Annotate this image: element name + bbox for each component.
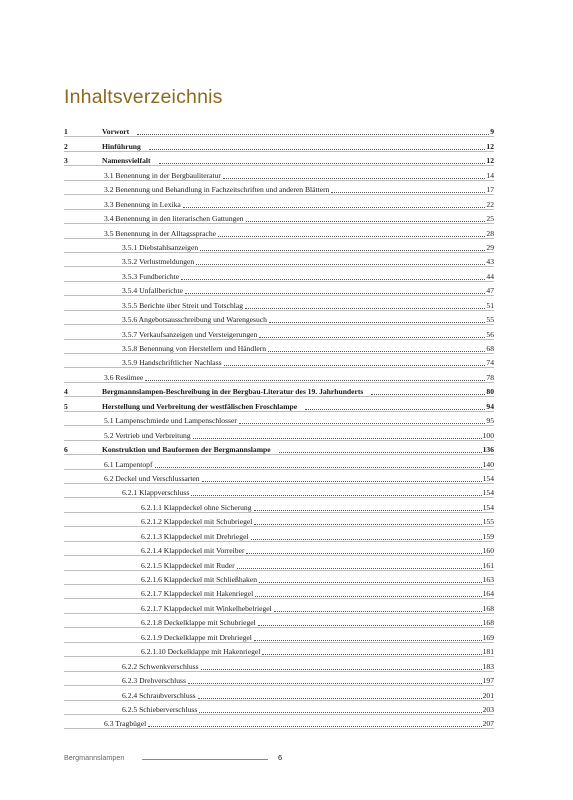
toc-entry xyxy=(64,383,494,397)
toc-page-number: 43 xyxy=(486,257,494,267)
toc-entry xyxy=(64,239,494,253)
toc-entry xyxy=(64,599,494,613)
toc-leader-dots xyxy=(199,704,481,713)
toc-leader-dots xyxy=(331,184,485,193)
toc-leader-dots xyxy=(196,256,485,265)
toc-chapter-number: 5 xyxy=(64,401,68,411)
toc-entry xyxy=(64,426,494,440)
toc-page-number: 22 xyxy=(486,199,494,209)
toc-entry-label: 6.2.1.5 Klappdeckel mit Ruder xyxy=(141,560,235,570)
toc-chapter-number: 6 xyxy=(64,445,68,455)
toc-entry xyxy=(64,181,494,195)
toc-entry xyxy=(64,397,494,411)
toc-leader-dots xyxy=(371,386,485,395)
table-of-contents xyxy=(64,123,494,729)
toc-leader-dots xyxy=(198,690,482,699)
toc-entry-label: 6.2.1.8 Deckelklappe mit Schubriegel xyxy=(141,618,256,628)
toc-leader-dots xyxy=(251,531,482,540)
toc-leader-dots xyxy=(148,718,481,727)
toc-leader-dots xyxy=(279,444,482,453)
toc-entry xyxy=(64,253,494,267)
toc-entry-label: 6.2.4 Schraubverschluss xyxy=(122,690,196,700)
toc-entry-label: 3.5.8 Benennung von Herstellern und Händlern xyxy=(122,344,267,353)
footer-rule xyxy=(142,759,268,760)
toc-entry-label: Vorwort xyxy=(102,127,130,137)
toc-page-number: 56 xyxy=(486,329,494,339)
toc-page-number: 44 xyxy=(486,271,494,281)
toc-page-number: 25 xyxy=(486,214,494,224)
toc-entry-label: 6.2.1.2 Klappdeckel mit Schubriegel xyxy=(141,517,253,527)
toc-leader-dots xyxy=(185,285,485,294)
toc-entry-label: 6.2.3 Drehverschluss xyxy=(122,676,186,686)
toc-entry-label: 6.1 Lampentopf xyxy=(104,459,153,469)
toc-entry xyxy=(64,325,494,339)
toc-entry-label: Herstellung und Verbreitung der westfälischen Froschlampe xyxy=(102,401,298,411)
toc-page-number: 155 xyxy=(482,517,494,527)
toc-entry xyxy=(64,123,494,137)
toc-entry xyxy=(64,210,494,224)
toc-page-number: 74 xyxy=(486,358,494,368)
toc-chapter-number: 1 xyxy=(64,127,68,137)
toc-entry xyxy=(64,441,494,455)
toc-entry xyxy=(64,470,494,484)
toc-entry xyxy=(64,657,494,671)
toc-page-number: 154 xyxy=(482,502,494,512)
toc-entry-label: 6.2.1 Klappverschluss xyxy=(122,488,190,498)
toc-leader-dots xyxy=(274,603,482,612)
toc-chapter-number: 3 xyxy=(64,156,68,166)
toc-entry-label: 5.1 Lampenschmiede und Lampenschlosser xyxy=(104,416,237,426)
toc-leader-dots xyxy=(137,126,489,135)
toc-leader-dots xyxy=(188,675,482,684)
toc-page-number: 161 xyxy=(482,560,494,570)
toc-leader-dots xyxy=(305,401,485,410)
toc-page-number: 163 xyxy=(482,575,494,584)
toc-entry-label: 3.2 Benennung und Behandlung in Fachzeitschriften und anderen Blättern xyxy=(104,185,330,195)
toc-entry xyxy=(64,614,494,628)
toc-entry xyxy=(64,137,494,151)
toc-entry-label: 3.5 Benennung in der Alltagssprache xyxy=(104,228,216,238)
toc-entry xyxy=(64,701,494,715)
toc-entry-label: 3.4 Benennung in den literarischen Gattungen xyxy=(104,214,244,224)
toc-page-number: 78 xyxy=(486,372,494,382)
footer-running-title: Bergmannslampen xyxy=(64,753,125,762)
toc-entry xyxy=(64,311,494,325)
toc-page-number: 203 xyxy=(482,704,494,714)
toc-page-number: 168 xyxy=(482,618,494,628)
toc-leader-dots xyxy=(246,545,481,554)
toc-page-number: 80 xyxy=(486,387,494,397)
toc-page-number: 168 xyxy=(482,603,494,613)
toc-entry-label: Hinführung xyxy=(102,141,141,151)
toc-chapter-number: 2 xyxy=(64,141,68,151)
toc-leader-dots xyxy=(259,574,482,583)
toc-leader-dots xyxy=(183,199,486,208)
toc-page-number: 51 xyxy=(486,300,494,310)
toc-leader-dots xyxy=(223,170,486,179)
toc-entry xyxy=(64,354,494,368)
toc-leader-dots xyxy=(246,213,486,222)
toc-leader-dots xyxy=(200,242,485,251)
toc-entry-label: 6.2.1.9 Deckelklappe mit Drehriegel xyxy=(141,632,252,642)
toc-page-number: 100 xyxy=(482,430,494,440)
toc-leader-dots xyxy=(258,617,482,626)
toc-leader-dots xyxy=(239,415,486,424)
toc-entry-label: 6.2.1.7 Klappdeckel mit Hakenriegel xyxy=(141,589,254,599)
toc-entry xyxy=(64,498,494,512)
toc-page-number: 154 xyxy=(482,488,494,498)
toc-entry-label: 5.2 Vertrieb und Verbreitung xyxy=(104,430,191,440)
toc-entry-label: 3.6 Resümee xyxy=(104,372,144,382)
toc-page-number: 169 xyxy=(482,632,494,642)
toc-entry xyxy=(64,571,494,585)
toc-leader-dots xyxy=(193,430,482,439)
toc-entry xyxy=(64,628,494,642)
toc-entry xyxy=(64,152,494,166)
toc-page-number: 17 xyxy=(486,185,494,195)
toc-leader-dots xyxy=(255,588,481,597)
toc-entry-label: 6.2.1.10 Deckelklappe mit Hakenriegel xyxy=(141,647,261,657)
toc-leader-dots xyxy=(191,487,481,496)
toc-page-number: 207 xyxy=(482,719,494,729)
toc-leader-dots xyxy=(149,141,486,150)
toc-page-number: 68 xyxy=(486,344,494,353)
page-title: Inhaltsverzeichnis xyxy=(64,86,223,108)
toc-leader-dots xyxy=(269,314,485,323)
toc-entry xyxy=(64,513,494,527)
toc-leader-dots xyxy=(237,560,482,569)
toc-entry-label: 3.1 Benennung in der Bergbauliteratur xyxy=(104,170,221,180)
toc-leader-dots xyxy=(268,343,485,352)
toc-page-number: 29 xyxy=(486,242,494,252)
toc-leader-dots xyxy=(181,271,485,280)
toc-entry xyxy=(64,166,494,180)
toc-entry-label: 6.2 Deckel und Verschlussarten xyxy=(104,473,200,483)
toc-entry-label: 6.2.1.6 Klappdeckel mit Schließhaken xyxy=(141,575,257,584)
toc-entry xyxy=(64,455,494,469)
toc-page-number: 140 xyxy=(482,459,494,469)
toc-leader-dots xyxy=(202,473,482,482)
toc-leader-dots xyxy=(254,632,482,641)
toc-entry xyxy=(64,267,494,281)
toc-page-number: 201 xyxy=(482,690,494,700)
toc-entry xyxy=(64,527,494,541)
toc-leader-dots xyxy=(218,228,485,237)
toc-page-number: 12 xyxy=(486,156,494,166)
toc-page-number: 154 xyxy=(482,473,494,483)
toc-leader-dots xyxy=(254,502,482,511)
toc-leader-dots xyxy=(254,516,481,525)
toc-page-number: 136 xyxy=(482,445,494,455)
toc-entry-label: Konstruktion und Bauformen der Bergmannslampe xyxy=(102,445,271,455)
toc-entry-label: 3.5.2 Verlustmeldungen xyxy=(122,257,195,267)
toc-entry-label: 3.5.4 Unfallberichte xyxy=(122,286,183,296)
toc-chapter-number: 4 xyxy=(64,387,68,397)
toc-page-number: 95 xyxy=(486,416,494,426)
toc-entry-label: 6.2.1.4 Klappdeckel mit Vorreiber xyxy=(141,546,245,556)
toc-entry-label: 6.2.1.1 Klappdeckel ohne Sicherung xyxy=(141,502,252,512)
toc-entry-label: 6.3 Tragbügel xyxy=(104,719,147,729)
toc-leader-dots xyxy=(201,661,482,670)
toc-entry-label: 6.2.5 Schieberverschluss xyxy=(122,704,198,714)
toc-page-number: 197 xyxy=(482,676,494,686)
toc-entry-label: 3.5.6 Angebotsausschreibung und Warengesuch xyxy=(122,315,267,325)
toc-entry xyxy=(64,643,494,657)
toc-page-number: 183 xyxy=(482,661,494,671)
toc-page-number: 9 xyxy=(490,127,494,137)
toc-entry-label: 3.5.1 Diebstahlsanzeigen xyxy=(122,242,199,252)
toc-leader-dots xyxy=(155,459,482,468)
toc-page-number: 55 xyxy=(486,315,494,325)
toc-page-number: 47 xyxy=(486,286,494,296)
toc-page-number: 12 xyxy=(486,141,494,151)
toc-entry xyxy=(64,282,494,296)
toc-leader-dots xyxy=(245,300,485,309)
toc-entry-label: Namensvielfalt xyxy=(102,156,151,166)
toc-entry xyxy=(64,672,494,686)
toc-entry xyxy=(64,686,494,700)
toc-entry xyxy=(64,296,494,310)
toc-entry-label: Bergmannslampen-Beschreibung in der Bergbau-Literatur des 19. Jahrhunderts xyxy=(102,387,364,397)
toc-entry xyxy=(64,224,494,238)
toc-leader-dots xyxy=(159,155,486,164)
toc-entry xyxy=(64,412,494,426)
toc-page-number: 94 xyxy=(486,401,494,411)
toc-entry-label: 6.2.1.3 Klappdeckel mit Drehriegel xyxy=(141,531,249,541)
toc-entry xyxy=(64,368,494,382)
toc-leader-dots xyxy=(224,357,486,366)
toc-page-number: 181 xyxy=(482,647,494,657)
toc-entry xyxy=(64,585,494,599)
page-number: 6 xyxy=(278,753,283,762)
toc-entry xyxy=(64,542,494,556)
toc-page-number: 160 xyxy=(482,546,494,556)
toc-entry xyxy=(64,484,494,498)
toc-entry-label: 3.3 Benennung in Lexika xyxy=(104,199,181,209)
toc-entry-label: 3.5.9 Handschriftlicher Nachlass xyxy=(122,358,222,368)
toc-leader-dots xyxy=(145,372,485,381)
toc-entry-label: 3.5.7 Verkaufsanzeigen und Versteigerungen xyxy=(122,329,258,339)
toc-page-number: 28 xyxy=(486,228,494,238)
toc-entry xyxy=(64,340,494,354)
toc-page-number: 14 xyxy=(486,170,494,180)
toc-page-number: 159 xyxy=(482,531,494,541)
toc-entry-label: 6.2.2 Schwenkverschluss xyxy=(122,661,199,671)
toc-entry-label: 6.2.1.7 Klappdeckel mit Winkelhebelriegel xyxy=(141,603,272,613)
toc-leader-dots xyxy=(262,646,481,655)
toc-entry-label: 3.5.5 Berichte über Streit und Totschlag xyxy=(122,300,244,310)
toc-page-number: 164 xyxy=(482,589,494,599)
toc-entry-label: 3.5.3 Fundberichte xyxy=(122,271,180,281)
toc-entry xyxy=(64,715,494,729)
toc-entry xyxy=(64,195,494,209)
toc-entry xyxy=(64,556,494,570)
toc-leader-dots xyxy=(259,329,485,338)
